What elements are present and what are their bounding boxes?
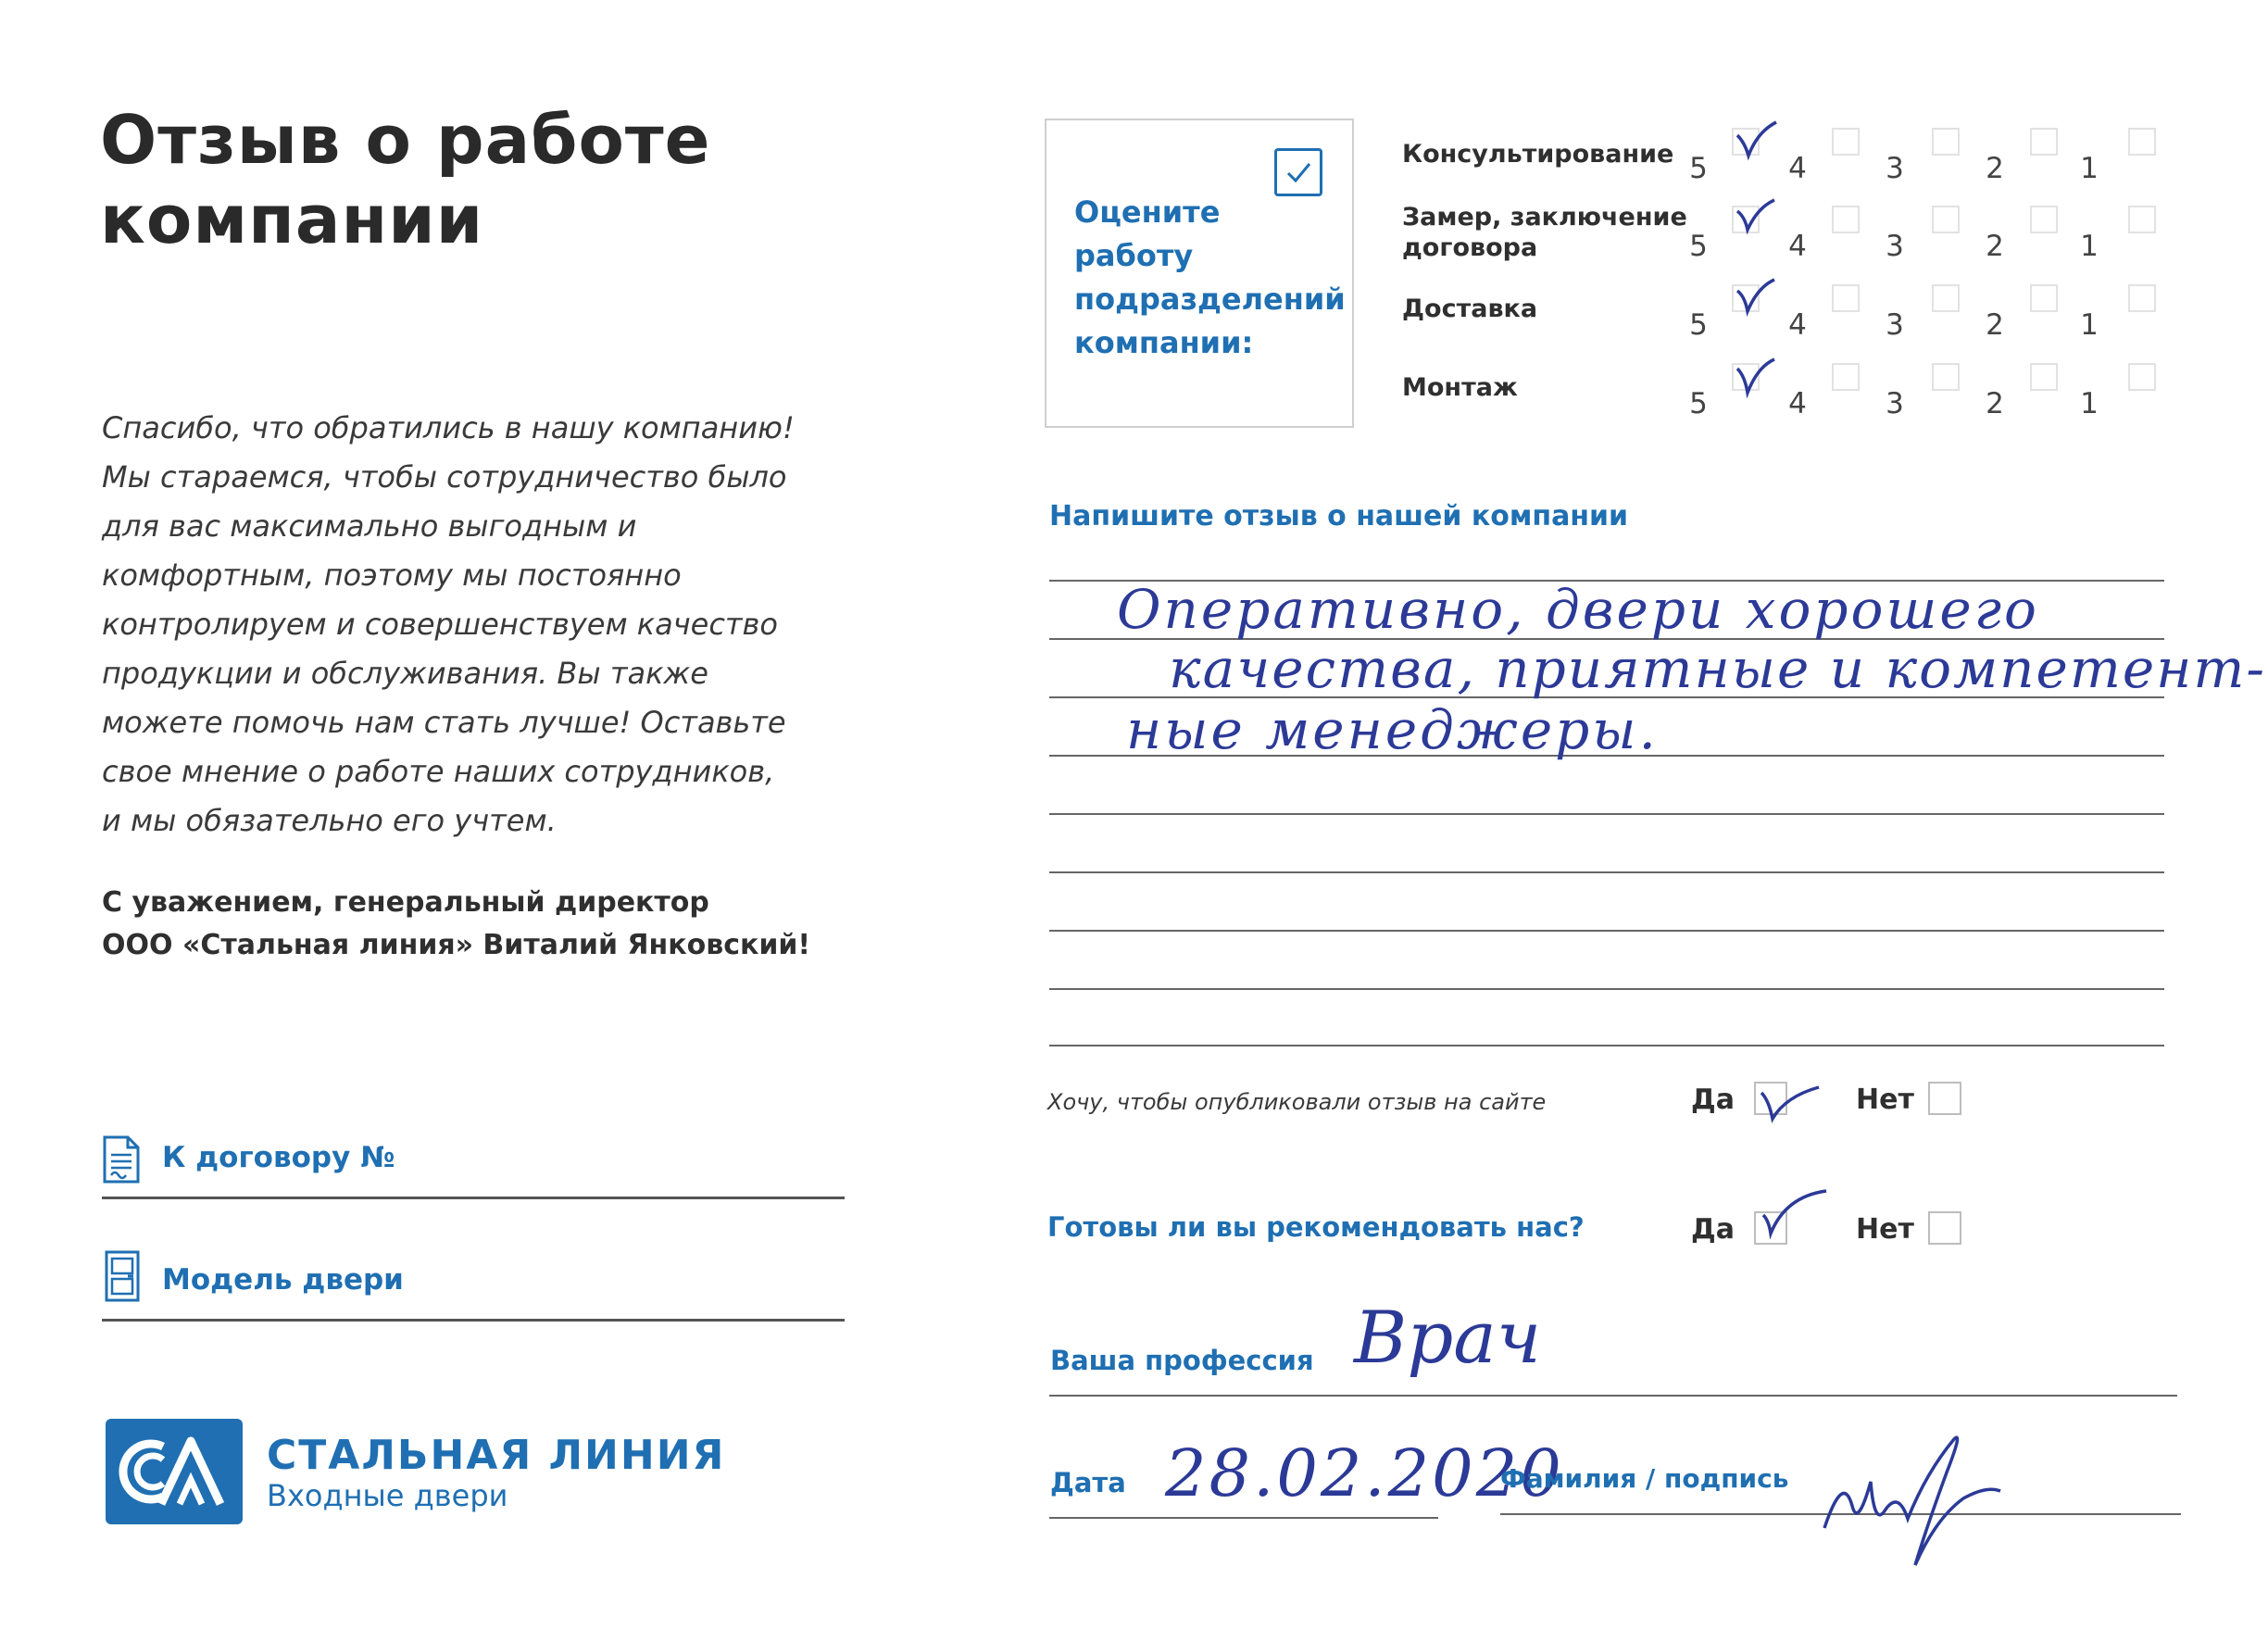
- category-measurement: [1402, 202, 1687, 263]
- intro-line: можете помочь нам стать лучше! Оставьте: [102, 705, 786, 740]
- profession-input-line: [1049, 1395, 2177, 1397]
- score-2: 2: [1986, 152, 2004, 185]
- rating-checkbox-2[interactable]: [2030, 128, 2058, 156]
- contract-label: К договору №: [162, 1141, 395, 1174]
- category-installation: Монтаж: [1402, 373, 1518, 402]
- score-1: 1: [2080, 230, 2099, 263]
- signature-label: Фамилия / подпись: [1500, 1463, 1789, 1494]
- director-signature: [102, 882, 810, 967]
- review-line: [1049, 1045, 2164, 1046]
- handwritten-check-icon: [1734, 276, 1780, 320]
- score-5: 5: [1689, 230, 1708, 263]
- score-4: 4: [1788, 230, 1807, 263]
- door-model-label: Модель двери: [162, 1263, 404, 1297]
- review-line: [1049, 988, 2164, 990]
- score-3: 3: [1886, 387, 1904, 420]
- door-model-input-line[interactable]: [102, 1319, 845, 1322]
- publish-no-checkbox[interactable]: [1928, 1082, 1961, 1115]
- category-delivery: Доставка: [1402, 294, 1538, 323]
- review-line: [1049, 813, 2164, 815]
- rating-checkbox-1[interactable]: [2128, 206, 2156, 233]
- review-text-line[interactable]: качества, приятные и компетент-: [1169, 637, 2266, 700]
- rating-title-line: Оцените: [1074, 194, 1221, 230]
- rating-checkbox-3[interactable]: [1932, 206, 1960, 233]
- signature-line-2: ООО «Стальная линия» Виталий Янковский!: [102, 929, 811, 961]
- intro-line: контролируем и совершенствуем качество: [102, 607, 778, 642]
- category-label-line: Замер, заключение: [1402, 203, 1687, 232]
- company-logo: [106, 1419, 243, 1524]
- rating-checkbox-4[interactable]: [1832, 206, 1860, 233]
- review-heading: Напишите отзыв о нашей компании: [1049, 500, 1629, 533]
- date-label: Дата: [1050, 1467, 1126, 1498]
- rating-checkbox-2[interactable]: [2030, 206, 2058, 233]
- page-title: [100, 100, 710, 259]
- intro-line: Спасибо, что обратились в нашу компанию!: [102, 410, 795, 445]
- logo-subtitle: Входные двери: [267, 1478, 508, 1513]
- rating-checkbox-4[interactable]: [1832, 284, 1860, 312]
- score-4: 4: [1788, 308, 1807, 342]
- score-2: 2: [1986, 308, 2004, 342]
- handwritten-signature[interactable]: [1815, 1417, 2010, 1578]
- door-icon: [104, 1250, 141, 1302]
- score-3: 3: [1886, 308, 1904, 342]
- publish-no-label: Нет: [1856, 1084, 1914, 1116]
- intro-line: и мы обязательно его учтем.: [102, 803, 557, 838]
- rating-title-line: подразделений: [1074, 282, 1346, 317]
- rating-checkbox-2[interactable]: [2030, 363, 2058, 391]
- rating-checkbox-4[interactable]: [1832, 128, 1860, 156]
- logo-name: СТАЛЬНАЯ ЛИНИЯ: [267, 1432, 726, 1479]
- recommend-question: Готовы ли вы рекомендовать нас?: [1047, 1211, 1585, 1243]
- rating-checkbox-1[interactable]: [2128, 284, 2156, 312]
- handwritten-check-icon: [1734, 356, 1780, 402]
- rating-checkbox-3[interactable]: [1932, 128, 1960, 156]
- profession-value[interactable]: Врач: [1354, 1297, 1542, 1380]
- intro-paragraph: [102, 404, 843, 846]
- check-icon: [1274, 148, 1322, 196]
- score-1: 1: [2080, 152, 2099, 185]
- title-line-2: компании: [100, 181, 484, 258]
- score-2: 2: [1986, 387, 2004, 420]
- recommend-yes-label: Да: [1691, 1213, 1735, 1246]
- profession-label: Ваша профессия: [1050, 1345, 1314, 1376]
- rating-title: [1074, 191, 1346, 365]
- intro-line: комфортным, поэтому мы постоянно: [102, 558, 682, 593]
- rating-checkbox-1[interactable]: [2128, 128, 2156, 156]
- review-text-line[interactable]: Оперативно, двери хорошего: [1117, 578, 2039, 641]
- title-line-1: Отзыв о работе: [100, 101, 711, 179]
- score-5: 5: [1689, 152, 1708, 185]
- rating-checkbox-4[interactable]: [1832, 363, 1860, 391]
- score-3: 3: [1886, 152, 1904, 185]
- handwritten-check-icon: [1734, 196, 1780, 241]
- intro-line: свое мнение о работе наших сотрудников,: [102, 754, 775, 789]
- date-value[interactable]: 28.02.2020: [1165, 1435, 1564, 1511]
- date-input-line: [1049, 1517, 1438, 1519]
- intro-line: Мы стараемся, чтобы сотрудничество было: [102, 459, 787, 495]
- intro-line: для вас максимально выгодным и: [102, 508, 637, 544]
- intro-line: продукции и обслуживания. Вы также: [102, 656, 708, 691]
- signature-line-1: С уважением, генеральный директор: [102, 886, 709, 919]
- document-icon: [102, 1135, 141, 1184]
- category-label-line: договора: [1402, 233, 1538, 262]
- score-3: 3: [1886, 230, 1904, 263]
- contract-input-line[interactable]: [102, 1197, 845, 1199]
- review-line: [1049, 871, 2164, 873]
- publish-question: Хочу, чтобы опубликовали отзыв на сайте: [1047, 1089, 1547, 1115]
- review-line: [1049, 930, 2164, 932]
- publish-yes-label: Да: [1691, 1084, 1735, 1116]
- score-4: 4: [1788, 152, 1807, 185]
- handwritten-check-icon: [1734, 119, 1780, 167]
- category-consulting: Консультирование: [1402, 140, 1674, 169]
- rating-checkbox-3[interactable]: [1932, 284, 1960, 312]
- handwritten-check-icon: [1758, 1080, 1823, 1130]
- recommend-no-checkbox[interactable]: [1928, 1211, 1961, 1245]
- rating-checkbox-1[interactable]: [2128, 363, 2156, 391]
- rating-checkbox-3[interactable]: [1932, 363, 1960, 391]
- score-5: 5: [1689, 308, 1708, 342]
- rating-title-line: работу: [1074, 238, 1194, 273]
- rating-title-line: компании:: [1074, 325, 1254, 360]
- recommend-no-label: Нет: [1856, 1213, 1914, 1246]
- score-2: 2: [1986, 230, 2004, 263]
- review-text-line[interactable]: ные менеджеры.: [1126, 698, 1659, 761]
- rating-checkbox-2[interactable]: [2030, 284, 2058, 312]
- handwritten-check-icon: [1760, 1187, 1830, 1243]
- score-4: 4: [1788, 387, 1807, 420]
- score-1: 1: [2080, 387, 2099, 420]
- score-5: 5: [1689, 387, 1708, 420]
- score-1: 1: [2080, 308, 2099, 342]
